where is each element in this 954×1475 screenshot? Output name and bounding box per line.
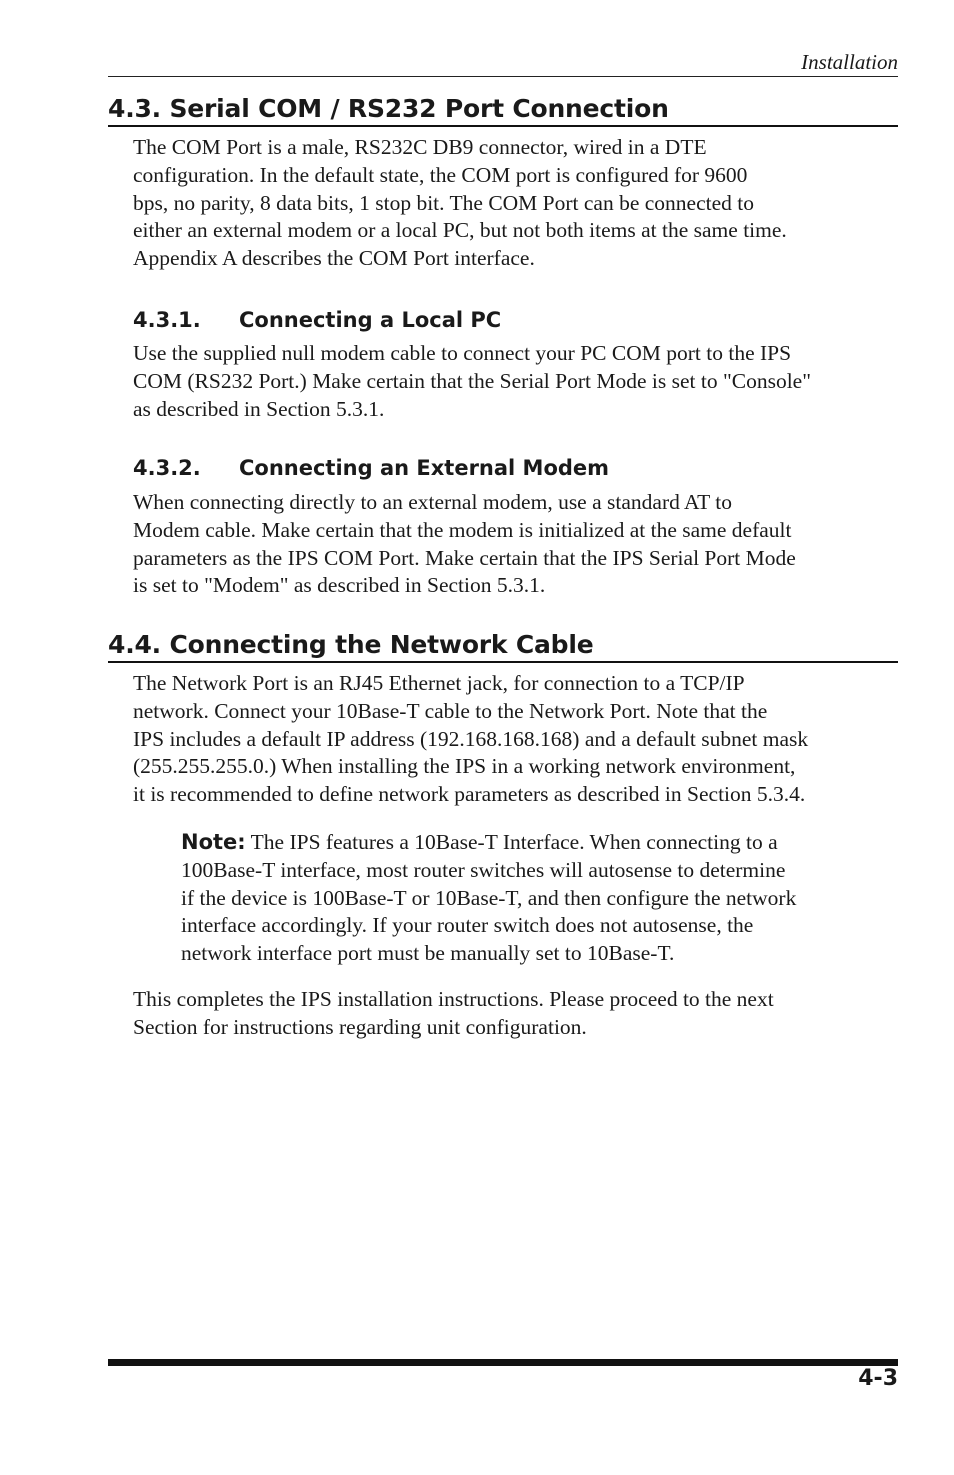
- text-line: IPS includes a default IP address (192.168.168.168) and a default subnet mask: [133, 726, 809, 751]
- section-4-3-2-body: [133, 489, 903, 600]
- subsection-title: Connecting a Local PC: [239, 308, 502, 332]
- note-block: [181, 829, 901, 968]
- subsection-title: Connecting an External Modem: [239, 456, 610, 480]
- section-4-3-body: [133, 134, 903, 273]
- text-line: bps, no parity, 8 data bits, 1 stop bit. The COM Port can be connected to: [133, 190, 755, 215]
- text-line: as described in Section 5.3.1.: [133, 396, 385, 421]
- page-number: 4-3: [858, 1366, 898, 1391]
- text-line: if the device is 100Base-T or 10Base-T, and then configure the network: [181, 885, 797, 910]
- section-4-4-body: [133, 670, 903, 809]
- subsection-number: 4.3.1.: [133, 308, 201, 332]
- subsection-number: 4.3.2.: [133, 456, 201, 480]
- footer-rule: [108, 1359, 898, 1366]
- text-line: interface accordingly. If your router switch does not autosense, the: [181, 913, 754, 938]
- section-heading-4-3: 4.3. Serial COM / RS232 Port Connection: [108, 94, 898, 127]
- text-line: The IPS features a 10Base-T Interface. When connecting to a: [245, 830, 778, 854]
- closing-paragraph: [133, 986, 903, 1042]
- header-rule: [108, 76, 898, 77]
- text-line: Section for instructions regarding unit configuration.: [133, 1014, 587, 1039]
- text-line: it is recommended to define network parameters as described in Section 5.3.4.: [133, 782, 806, 807]
- text-line: This completes the IPS installation instructions. Please proceed to the next: [133, 987, 774, 1011]
- text-line: The COM Port is a male, RS232C DB9 connector, wired in a DTE: [133, 135, 707, 159]
- section-4-3-1-body: [133, 340, 903, 423]
- text-line: configuration. In the default state, the COM port is configured for 9600: [133, 162, 748, 187]
- text-line: parameters as the IPS COM Port. Make certain that the IPS Serial Port Mode: [133, 545, 796, 570]
- text-line: network. Connect your 10Base-T cable to the Network Port. Note that the: [133, 698, 768, 723]
- text-line: network interface port must be manually set to 10Base-T.: [181, 941, 675, 966]
- note-first-line: [181, 829, 901, 857]
- subsection-heading-4-3-1: [133, 308, 501, 332]
- text-line: is set to "Modem" as described in Section 5.3.1.: [133, 573, 546, 598]
- text-line: The Network Port is an RJ45 Ethernet jack, for connection to a TCP/IP: [133, 671, 745, 695]
- text-line: (255.255.255.0.) When installing the IPS in a working network environment,: [133, 754, 796, 779]
- text-line: Modem cable. Make certain that the modem is initialized at the same default: [133, 517, 792, 542]
- section-heading-4-4: 4.4. Connecting the Network Cable: [108, 630, 898, 663]
- text-line: Appendix A describes the COM Port interface.: [133, 246, 535, 271]
- text-line: 100Base-T interface, most router switches will autosense to determine: [181, 857, 786, 882]
- text-line: Use the supplied null modem cable to connect your PC COM port to the IPS: [133, 341, 792, 365]
- subsection-heading-4-3-2: [133, 456, 609, 480]
- text-line: either an external modem or a local PC, but not both items at the same time.: [133, 218, 787, 243]
- text-line: COM (RS232 Port.) Make certain that the Serial Port Mode is set to "Console": [133, 368, 812, 393]
- note-label: Note:: [181, 830, 246, 854]
- running-header: Installation: [801, 50, 898, 74]
- text-line: When connecting directly to an external modem, use a standard AT to: [133, 490, 733, 514]
